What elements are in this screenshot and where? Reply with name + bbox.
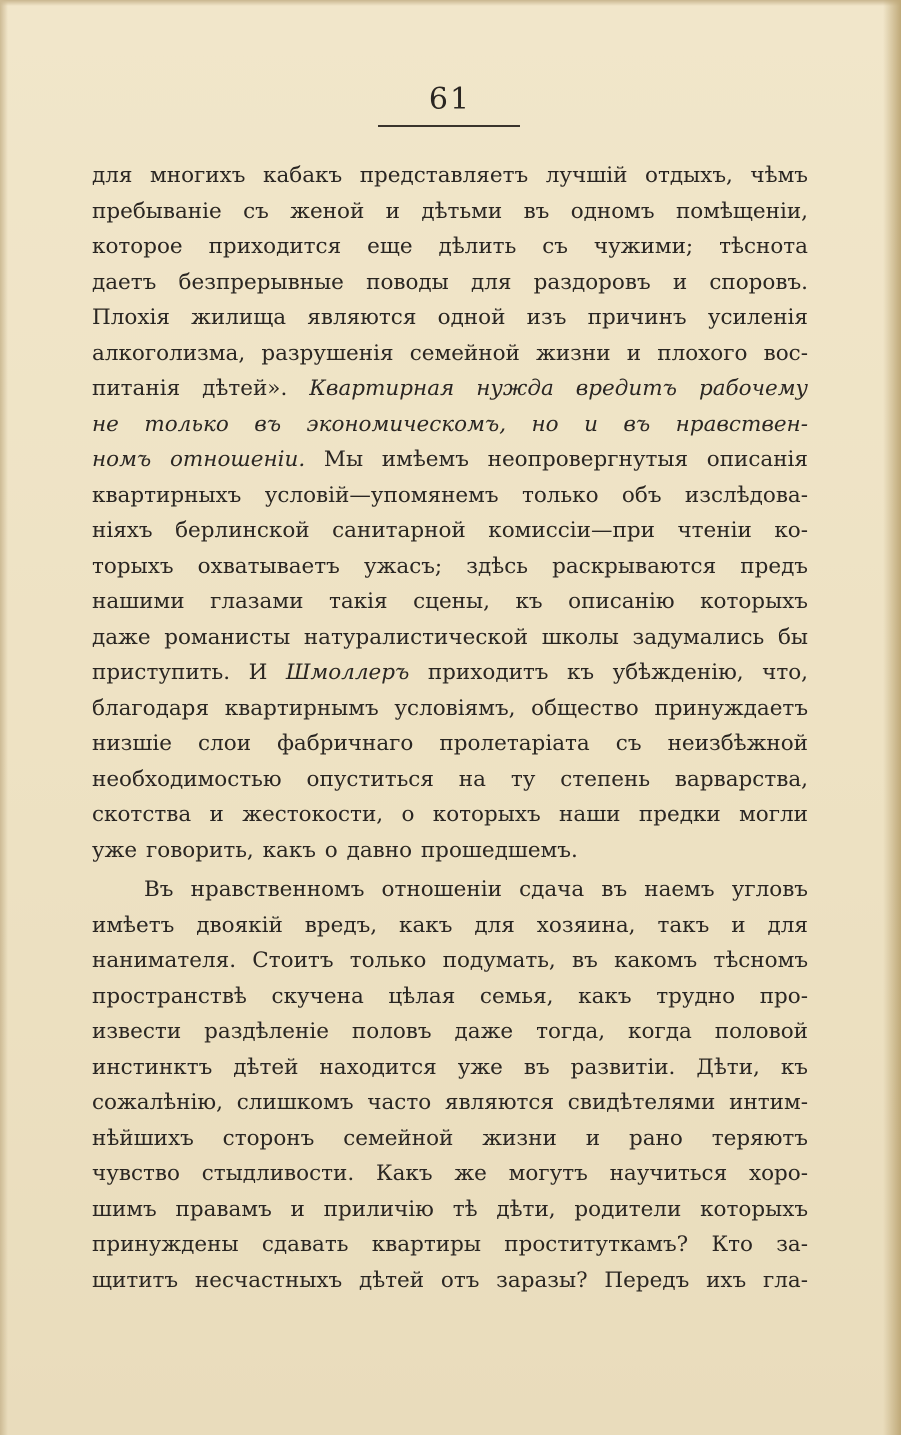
text-line	[92, 584, 808, 620]
text-segment: Плохія жилища являются одной изъ причинъ усиленія	[92, 305, 808, 330]
text-segment: нашими глазами такія сцены, къ описанію которыхъ	[92, 589, 808, 614]
paragraph-1	[92, 158, 808, 868]
text-line	[92, 762, 808, 798]
text-segment: пространствѣ скучена цѣлая семья, какъ трудно про-	[92, 983, 808, 1009]
text-line	[92, 797, 808, 833]
text-segment: Въ нравственномъ отношеніи сдача въ наемъ угловъ	[144, 877, 808, 902]
text-segment: принуждены сдавать квартиры проституткамъ? Кто за-	[92, 1232, 808, 1257]
text-line	[92, 1156, 808, 1192]
text-segment: ніяхъ берлинской санитарной комиссіи—при чтеніи ко-	[92, 518, 808, 543]
italic-text: номъ отношеніи.	[92, 447, 306, 472]
text-line	[92, 908, 808, 944]
text-line	[92, 691, 808, 727]
text-line	[92, 300, 808, 336]
text-segment: Мы имѣемъ неопровергнутыя описанія	[305, 447, 808, 472]
text-segment: пребываніе съ женой и дѣтьми въ одномъ помѣщеніи,	[92, 198, 808, 224]
text-segment: имѣетъ двоякій вредъ, какъ для хозяина, такъ и для	[92, 912, 808, 938]
text-line	[92, 1050, 808, 1086]
page-number: 61	[428, 82, 472, 117]
italic-text: Шмоллеръ	[285, 660, 410, 685]
text-segment: необходимостью опуститься на ту степень варварства,	[92, 766, 808, 792]
text-segment: извести раздѣленіе половъ даже тогда, когда половой	[92, 1019, 808, 1044]
text-line	[92, 513, 808, 549]
text-segment: сожалѣнію, слишкомъ часто являются свидѣтелями интим-	[92, 1090, 808, 1115]
body-text	[92, 158, 808, 1298]
text-line	[92, 336, 808, 372]
text-segment: уже говорить, какъ о давно прошедшемъ.	[92, 837, 578, 863]
italic-text: Квартирная нужда вредитъ рабочему	[309, 376, 808, 401]
text-line	[92, 549, 808, 585]
text-segment: низшіе слои фабричнаго пролетаріата съ неизбѣжной	[92, 731, 808, 756]
text-segment: чувство стыдливости. Какъ же могутъ научиться хоро-	[92, 1161, 808, 1186]
text-segment: даже романисты натуралистической школы задумались бы	[92, 624, 808, 650]
text-segment: даетъ безпрерывные поводы для раздоровъ и споровъ.	[92, 269, 808, 295]
text-line	[92, 158, 808, 194]
text-line	[92, 371, 808, 407]
text-segment: благодаря квартирнымъ условіямъ, общество принуждаетъ	[92, 695, 808, 721]
text-line	[92, 229, 808, 265]
text-segment: приходитъ къ убѣжденію, что,	[409, 660, 808, 685]
text-segment: инстинктъ дѣтей находится уже въ развитіи. Дѣти, къ	[92, 1054, 808, 1080]
text-line	[92, 943, 808, 979]
text-segment: торыхъ охватываетъ ужасъ; здѣсь раскрываются предъ	[92, 553, 808, 579]
header-rule	[378, 125, 520, 127]
text-line	[92, 1085, 808, 1121]
text-line	[92, 726, 808, 762]
text-line	[92, 194, 808, 230]
text-line	[92, 1121, 808, 1157]
text-segment: нанимателя. Стоитъ только подумать, въ какомъ тѣсномъ	[92, 948, 808, 973]
text-line	[92, 442, 808, 478]
text-line	[92, 872, 808, 908]
text-line	[92, 979, 808, 1015]
text-line	[92, 1227, 808, 1263]
text-line	[92, 1263, 808, 1299]
text-line	[92, 1014, 808, 1050]
text-segment: щититъ несчастныхъ дѣтей отъ заразы? Передъ ихъ гла-	[92, 1267, 808, 1293]
text-segment: приступить. И	[92, 660, 286, 685]
text-segment: скотства и жестокости, о которыхъ наши предки могли	[92, 802, 808, 827]
text-line	[92, 620, 808, 656]
text-segment: шимъ правамъ и приличію тѣ дѣти, родители которыхъ	[92, 1196, 808, 1222]
italic-text: не только въ экономическомъ, но и въ нравствен-	[92, 411, 808, 437]
text-segment: квартирныхъ условій—упомянемъ только объ изслѣдова-	[92, 482, 808, 508]
text-line	[92, 265, 808, 301]
text-segment: нѣйшихъ сторонъ семейной жизни и рано теряютъ	[92, 1125, 808, 1151]
text-segment: для многихъ кабакъ представляетъ лучшій отдыхъ, чѣмъ	[92, 163, 808, 188]
text-segment: которое приходится еще дѣлить съ чужими; тѣснота	[92, 234, 808, 259]
text-line	[92, 478, 808, 514]
text-line	[92, 407, 808, 443]
page-edge-right	[883, 0, 901, 1435]
page-edge-left	[0, 0, 8, 1435]
paragraph-2	[92, 872, 808, 1298]
text-line	[92, 833, 808, 869]
text-segment: алкоголизма, разрушенія семейной жизни и плохого вос-	[92, 340, 808, 366]
text-line	[92, 1192, 808, 1228]
page-edge-top	[0, 0, 901, 6]
text-segment: питанія дѣтей».	[92, 376, 310, 401]
text-line	[92, 655, 808, 691]
